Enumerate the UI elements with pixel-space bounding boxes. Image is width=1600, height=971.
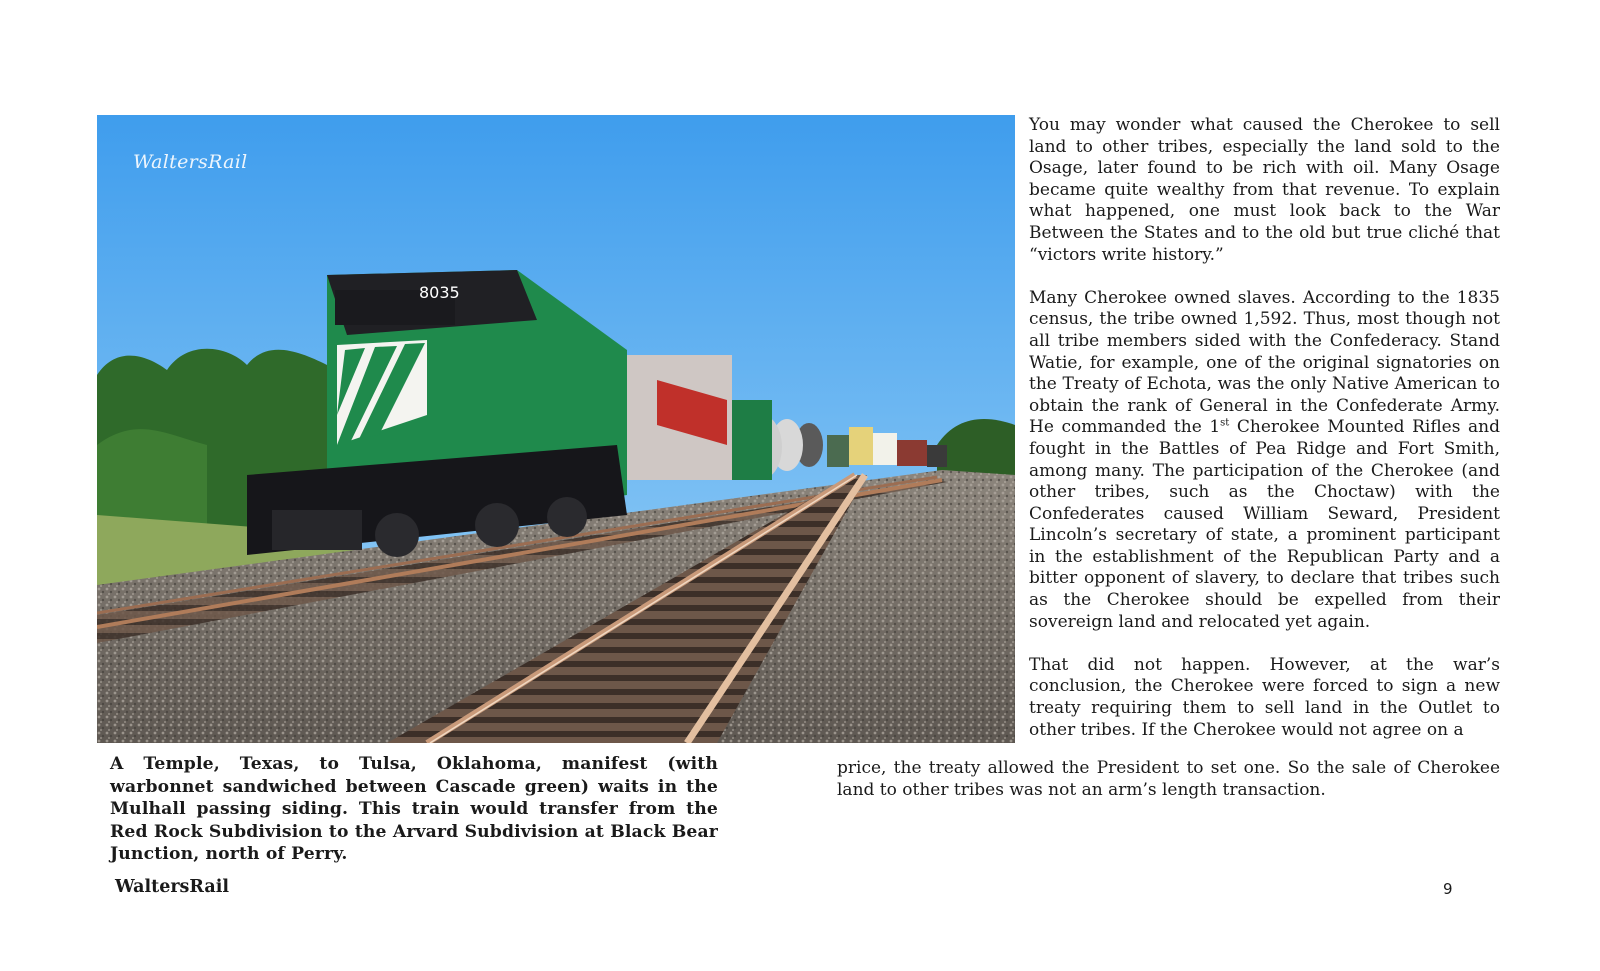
paragraph-3-lower: price, the treaty allowed the President to set one. So the sale of Cherokee land to other tribes was not an arm’s length transaction. xyxy=(837,758,1500,800)
third-locomotive xyxy=(727,400,772,480)
photo-watermark: WaltersRail xyxy=(133,151,248,173)
paragraph-3-upper: That did not happen. However, at the war’s conclusion, the Cherokee were forced to sign a new treaty requiring them to sell land in the Outlet to other tribes. If the Cherokee would not agree on a xyxy=(1029,654,1500,740)
locomotive-number: 8035 xyxy=(419,283,460,302)
paragraph-2 xyxy=(1029,288,1500,634)
paragraph-1: You may wonder what caused the Cherokee to sell land to other tribes, especially the land sold to the Osage, later found to be rich with oil. Many Osage became quite wealthy from that revenue. To explain what happened, one must look back to the War Between the States and to the old but true cliché that “victors write history.” xyxy=(1029,115,1500,265)
train-photo-illustration xyxy=(97,115,1015,743)
paragraph-2-part-b: Cherokee Mounted Rifles and fought in the Battles of Pea Ridge and Fort Smith, among many. The participation of the Cherokee (and other tribes, such as the Choctaw) with the Confederates caused William Seward, President Lincoln’s secretary of state, a prominent participant in the establishment of the Republican Party and a bitter opponent of slavery, to declare that tribes such as the Cherokee should be expelled from their sovereign land and relocated yet again. xyxy=(1029,417,1500,632)
page-number: 9 xyxy=(1443,880,1453,898)
train-photo xyxy=(97,115,1015,743)
photo-caption: A Temple, Texas, to Tulsa, Oklahoma, manifest (with warbonnet sandwiched between Cascade green) waits in the Mulhall passing siding. This train would transfer from the Red Rock Subdivision to the Arvard Subdivision at Black Bear Junction, north of Perry. xyxy=(110,754,718,864)
footer-brand: WaltersRail xyxy=(115,877,229,897)
paragraph-2-part-a: Many Cherokee owned slaves. According to the 1835 census, the tribe owned 1,592. Thus, most though not all tribe members sided with the Confederacy. Stand Watie, for example, one of the original signatories on the Treaty of Echota, was the only Native American to obtain the rank of General in the Confederate Army. He commanded the 1 xyxy=(1029,287,1500,438)
body-text-upper xyxy=(1029,115,1500,741)
ordinal-suffix: st xyxy=(1220,417,1230,429)
